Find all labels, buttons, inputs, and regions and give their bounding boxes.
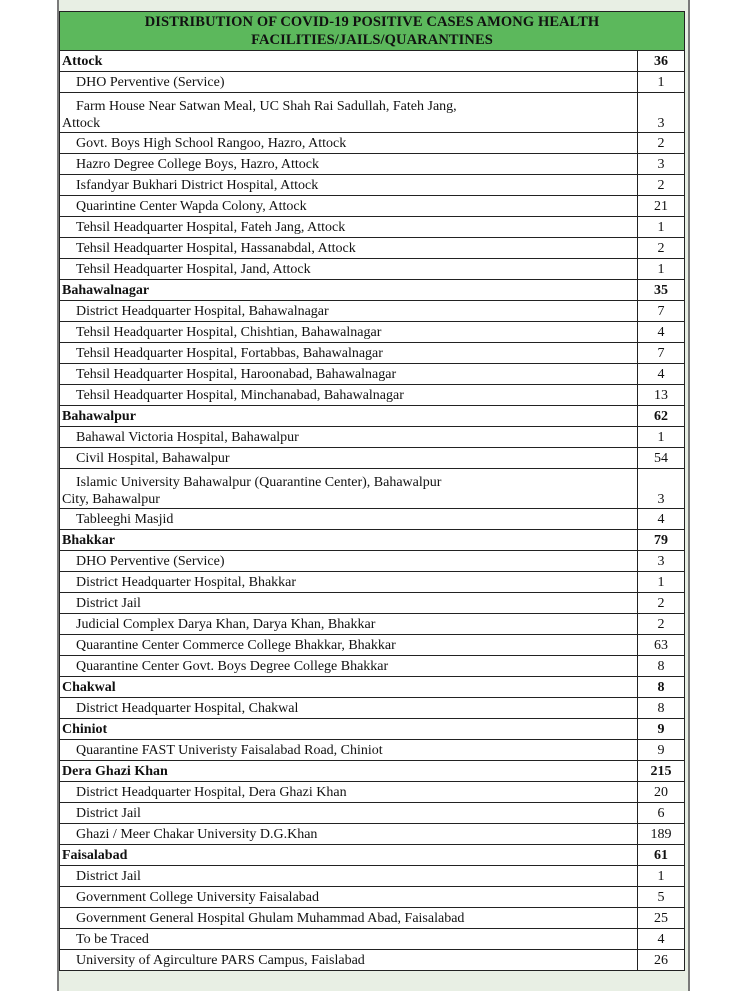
- facility-count: 7: [638, 301, 685, 322]
- district-row: [60, 845, 685, 866]
- district-name: Chakwal: [60, 677, 638, 698]
- facility-name: District Jail: [60, 593, 638, 614]
- district-row: [60, 719, 685, 740]
- facility-name: DHO Perventive (Service): [60, 72, 638, 93]
- facility-count: 2: [638, 593, 685, 614]
- facility-row: [60, 364, 685, 385]
- facility-row: [60, 551, 685, 572]
- facility-count: 3: [638, 551, 685, 572]
- table-header-row: [60, 12, 685, 51]
- facility-count: 189: [638, 824, 685, 845]
- report-sheet: [59, 11, 684, 971]
- table-body: [60, 51, 685, 971]
- facility-row: [60, 322, 685, 343]
- facility-name: University of Agirculture PARS Campus, Faislabad: [60, 950, 638, 971]
- district-row: [60, 530, 685, 551]
- facility-name: Government College University Faisalabad: [60, 887, 638, 908]
- facility-row: [60, 217, 685, 238]
- district-name: Attock: [60, 51, 638, 72]
- facility-row: [60, 656, 685, 677]
- facility-row: [60, 469, 685, 509]
- facility-count: 4: [638, 364, 685, 385]
- facility-name: Tehsil Headquarter Hospital, Haroonabad, Bahawalnagar: [60, 364, 638, 385]
- cases-table: [59, 11, 685, 971]
- facility-name: Tehsil Headquarter Hospital, Minchanabad, Bahawalnagar: [60, 385, 638, 406]
- district-total: 62: [638, 406, 685, 427]
- facility-count: 13: [638, 385, 685, 406]
- district-name: Bhakkar: [60, 530, 638, 551]
- facility-name: Bahawal Victoria Hospital, Bahawalpur: [60, 427, 638, 448]
- facility-count: 2: [638, 614, 685, 635]
- facility-name: Government General Hospital Ghulam Muhammad Abad, Faisalabad: [60, 908, 638, 929]
- facility-count: 63: [638, 635, 685, 656]
- facility-row: [60, 301, 685, 322]
- district-name: Bahawalpur: [60, 406, 638, 427]
- district-row: [60, 51, 685, 72]
- facility-name: Tehsil Headquarter Hospital, Fateh Jang, Attock: [60, 217, 638, 238]
- facility-row: [60, 238, 685, 259]
- district-total: 215: [638, 761, 685, 782]
- facility-row: [60, 614, 685, 635]
- facility-row: [60, 887, 685, 908]
- facility-count: 2: [638, 175, 685, 196]
- facility-row: [60, 133, 685, 154]
- facility-name: Judicial Complex Darya Khan, Darya Khan, Bhakkar: [60, 614, 638, 635]
- facility-count: 1: [638, 572, 685, 593]
- facility-row: [60, 154, 685, 175]
- facility-count: 3: [638, 93, 685, 133]
- district-row: [60, 280, 685, 301]
- facility-row: [60, 593, 685, 614]
- district-total: 8: [638, 677, 685, 698]
- facility-count: 4: [638, 929, 685, 950]
- facility-name: District Headquarter Hospital, Chakwal: [60, 698, 638, 719]
- district-name: Dera Ghazi Khan: [60, 761, 638, 782]
- facility-count: 1: [638, 866, 685, 887]
- facility-name: Tableeghi Masjid: [60, 509, 638, 530]
- facility-count: 6: [638, 803, 685, 824]
- facility-row: [60, 740, 685, 761]
- district-name: Faisalabad: [60, 845, 638, 866]
- facility-row: [60, 929, 685, 950]
- district-name: Bahawalnagar: [60, 280, 638, 301]
- district-row: [60, 761, 685, 782]
- facility-row: [60, 803, 685, 824]
- facility-name: Tehsil Headquarter Hospital, Fortabbas, Bahawalnagar: [60, 343, 638, 364]
- district-total: 79: [638, 530, 685, 551]
- facility-name: District Headquarter Hospital, Dera Ghazi Khan: [60, 782, 638, 803]
- facility-count: 54: [638, 448, 685, 469]
- facility-name: Hazro Degree College Boys, Hazro, Attock: [60, 154, 638, 175]
- facility-name: Islamic University Bahawalpur (Quarantine Center), Bahawalpur City, Bahawalpur: [60, 469, 638, 509]
- facility-count: 1: [638, 72, 685, 93]
- table-title: DISTRIBUTION OF COVID-19 POSITIVE CASES AMONG HEALTH FACILITIES/JAILS/QUARANTINES: [60, 12, 685, 51]
- facility-name: Quarantine FAST Univeristy Faisalabad Road, Chiniot: [60, 740, 638, 761]
- facility-count: 8: [638, 656, 685, 677]
- facility-count: 4: [638, 322, 685, 343]
- facility-row: [60, 448, 685, 469]
- facility-row: [60, 698, 685, 719]
- facility-row: [60, 509, 685, 530]
- facility-name: Quarintine Center Wapda Colony, Attock: [60, 196, 638, 217]
- facility-name: Tehsil Headquarter Hospital, Hassanabdal, Attock: [60, 238, 638, 259]
- facility-name: Govt. Boys High School Rangoo, Hazro, Attock: [60, 133, 638, 154]
- facility-row: [60, 572, 685, 593]
- facility-row: [60, 343, 685, 364]
- facility-count: 7: [638, 343, 685, 364]
- facility-row: [60, 635, 685, 656]
- district-total: 61: [638, 845, 685, 866]
- facility-count: 5: [638, 887, 685, 908]
- facility-name: District Headquarter Hospital, Bahawalnagar: [60, 301, 638, 322]
- facility-row: [60, 93, 685, 133]
- facility-name: Quarantine Center Govt. Boys Degree College Bhakkar: [60, 656, 638, 677]
- facility-name: Tehsil Headquarter Hospital, Jand, Attock: [60, 259, 638, 280]
- facility-name: District Jail: [60, 803, 638, 824]
- facility-name: District Headquarter Hospital, Bhakkar: [60, 572, 638, 593]
- facility-row: [60, 196, 685, 217]
- facility-count: 9: [638, 740, 685, 761]
- facility-count: 21: [638, 196, 685, 217]
- facility-name: Farm House Near Satwan Meal, UC Shah Rai Sadullah, Fateh Jang, Attock: [60, 93, 638, 133]
- facility-count: 2: [638, 238, 685, 259]
- facility-name: Civil Hospital, Bahawalpur: [60, 448, 638, 469]
- facility-row: [60, 824, 685, 845]
- district-row: [60, 677, 685, 698]
- facility-row: [60, 72, 685, 93]
- facility-name: Isfandyar Bukhari District Hospital, Attock: [60, 175, 638, 196]
- district-total: 36: [638, 51, 685, 72]
- facility-count: 2: [638, 133, 685, 154]
- facility-row: [60, 385, 685, 406]
- facility-name: Ghazi / Meer Chakar University D.G.Khan: [60, 824, 638, 845]
- district-name: Chiniot: [60, 719, 638, 740]
- facility-count: 3: [638, 469, 685, 509]
- facility-row: [60, 175, 685, 196]
- facility-name: District Jail: [60, 866, 638, 887]
- facility-count: 20: [638, 782, 685, 803]
- facility-count: 3: [638, 154, 685, 175]
- facility-row: [60, 259, 685, 280]
- facility-count: 8: [638, 698, 685, 719]
- facility-row: [60, 950, 685, 971]
- facility-count: 25: [638, 908, 685, 929]
- district-total: 9: [638, 719, 685, 740]
- district-row: [60, 406, 685, 427]
- facility-row: [60, 908, 685, 929]
- facility-name: To be Traced: [60, 929, 638, 950]
- facility-row: [60, 866, 685, 887]
- facility-row: [60, 427, 685, 448]
- district-total: 35: [638, 280, 685, 301]
- facility-name: Quarantine Center Commerce College Bhakkar, Bhakkar: [60, 635, 638, 656]
- facility-count: 1: [638, 217, 685, 238]
- facility-count: 1: [638, 427, 685, 448]
- facility-count: 1: [638, 259, 685, 280]
- facility-count: 26: [638, 950, 685, 971]
- facility-count: 4: [638, 509, 685, 530]
- facility-name: DHO Perventive (Service): [60, 551, 638, 572]
- facility-row: [60, 782, 685, 803]
- facility-name: Tehsil Headquarter Hospital, Chishtian, Bahawalnagar: [60, 322, 638, 343]
